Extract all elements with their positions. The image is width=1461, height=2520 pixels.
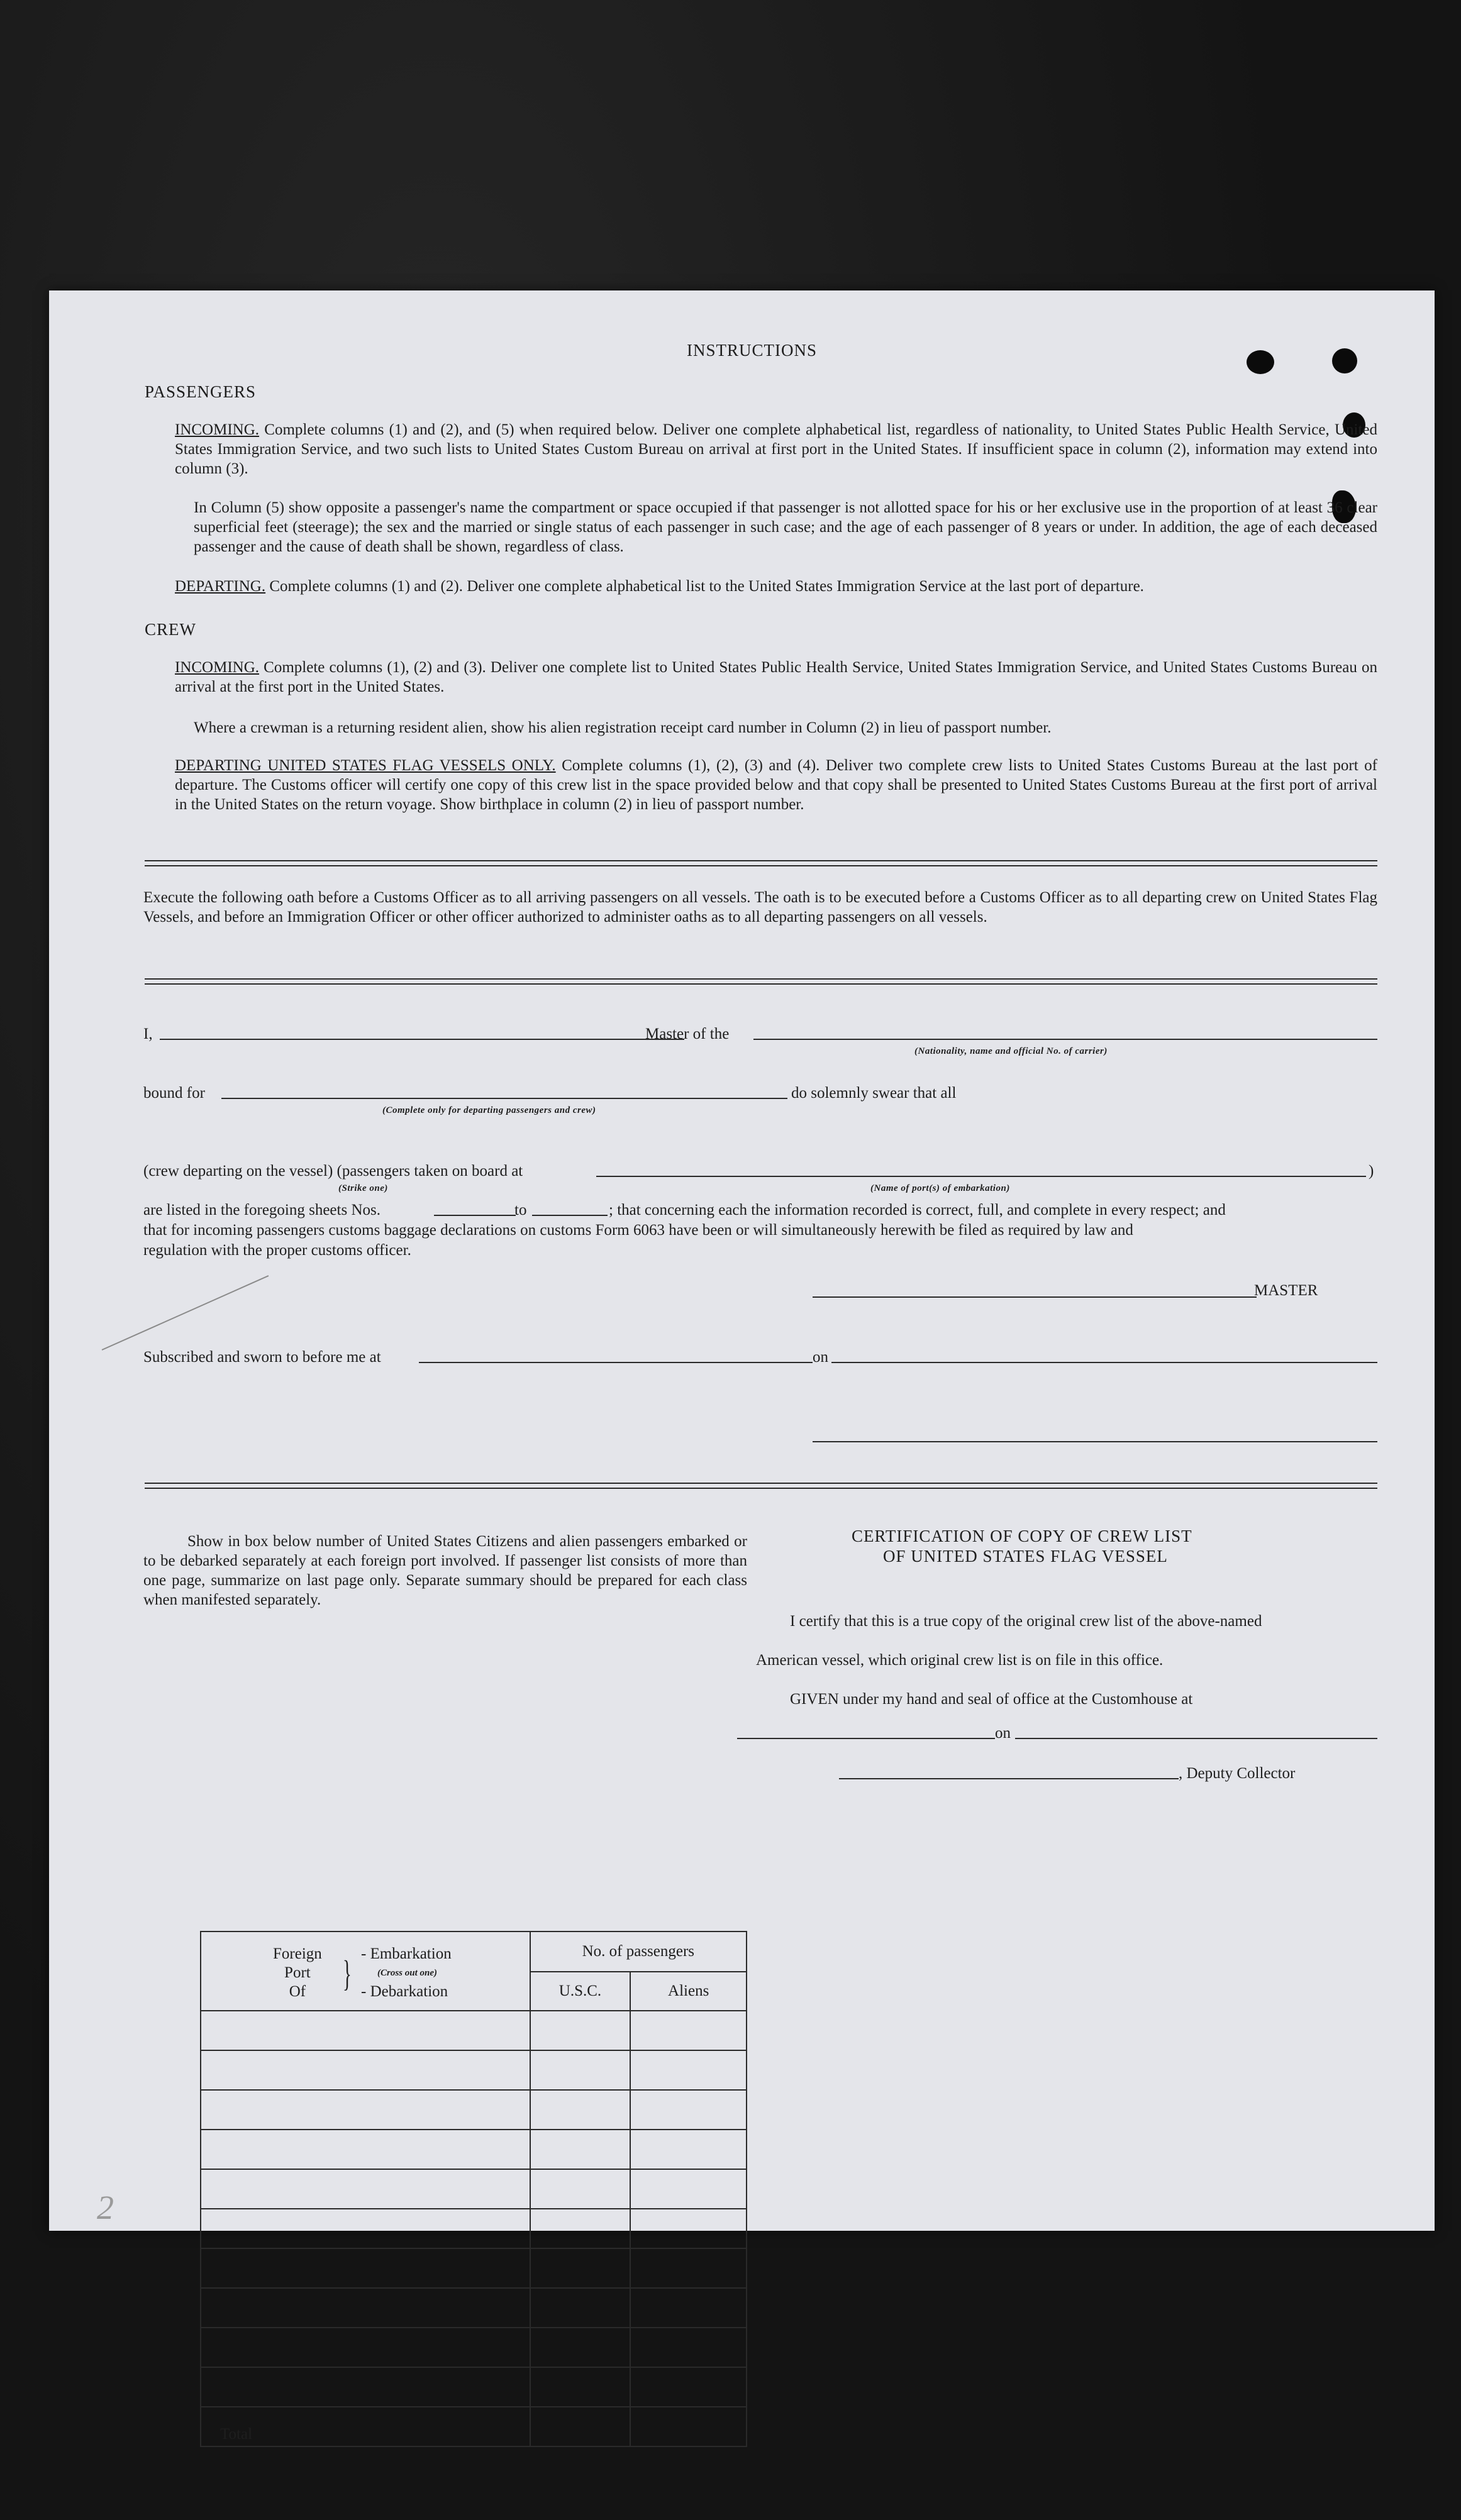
oath-line3: regulation with the proper customs officer. (143, 1242, 411, 1259)
of-label: Of (289, 1983, 306, 2000)
usc-total-cell[interactable] (530, 2407, 631, 2446)
port-cell[interactable] (201, 2169, 530, 2209)
cert-title-line1: CERTIFICATION OF COPY OF CREW LIST (852, 1527, 1192, 1545)
aliens-total-cell[interactable] (630, 2407, 747, 2446)
ink-blot (1332, 348, 1357, 373)
usc-cell[interactable] (530, 2090, 631, 2130)
port-cell[interactable] (201, 2288, 530, 2328)
table-row (201, 2248, 747, 2288)
ink-blot (1247, 350, 1274, 374)
aliens-cell[interactable] (630, 2209, 747, 2248)
port-cell[interactable] (201, 2050, 530, 2090)
usc-header: U.S.C. (530, 1972, 631, 2011)
usc-cell[interactable] (530, 2288, 631, 2328)
sheets-to-label: to (514, 1202, 527, 1219)
summary-intro-text: Show in box below number of United States Citizens and alien passengers embarked or to be debarked separately at each foreign port involved. If passenger list consists of more than one page, summarize on last page only. Separate summary should be prepared for each class when manifested separately. (143, 1533, 747, 1608)
passengers-incoming-text: Complete columns (1) and (2), and (5) when required below. Deliver one complete alphabetical list, regardless of nationality, to United States Public Health Service, United States Immigration Service, and two such lists to United States Custom Bureau on arrival at first port in the United States. If insufficient space in column (2), information may extend into column (3). (175, 421, 1378, 477)
form-page (49, 290, 1435, 2443)
master-signature-field[interactable] (813, 1296, 1257, 1298)
cert-title-line2: OF UNITED STATES FLAG VESSEL (883, 1547, 1168, 1566)
sheets-suffix: ; that concerning each the information recorded is correct, full, and complete in every respect; and (609, 1202, 1226, 1219)
usc-cell[interactable] (530, 2367, 631, 2407)
brace-icon: } (343, 1953, 352, 1994)
port-cell[interactable] (201, 2248, 530, 2288)
usc-cell[interactable] (530, 2169, 631, 2209)
master-of-label: Master of the (645, 1025, 730, 1042)
crew-heading: CREW (145, 620, 196, 639)
deputy-signature-field[interactable] (839, 1778, 1179, 1779)
sheet-from-field[interactable] (434, 1215, 516, 1216)
table-row (201, 2209, 747, 2248)
aliens-cell[interactable] (630, 2011, 747, 2050)
port-cell[interactable] (201, 2328, 530, 2367)
passengers-column5-paragraph (194, 498, 1377, 556)
aliens-cell[interactable] (630, 2090, 747, 2130)
usc-cell[interactable] (530, 2248, 631, 2288)
passengers-departing-paragraph (175, 577, 1377, 596)
divider (145, 983, 1377, 985)
master-label: MASTER (1254, 1282, 1318, 1299)
bound-for-label: bound for (143, 1085, 205, 1102)
crew-departing-paragraph (175, 756, 1377, 814)
debarkation-label: - Debarkation (361, 1983, 448, 2000)
crew-resident-paragraph (194, 718, 1377, 738)
cert-on-label: on (995, 1725, 1011, 1742)
pencil-stroke (102, 1275, 269, 1351)
table-row (201, 2288, 747, 2328)
aliens-cell[interactable] (630, 2328, 747, 2367)
sheets-prefix: are listed in the foregoing sheets Nos. (143, 1202, 381, 1219)
table-row (201, 2130, 747, 2169)
cert-given-line: GIVEN under my hand and seal of office at the Customhouse at (790, 1691, 1193, 1708)
deputy-collector-label: , Deputy Collector (1179, 1765, 1296, 1782)
table-row (201, 2169, 747, 2209)
carrier-note: (Nationality, name and official No. of carrier) (914, 1046, 1108, 1056)
oath-line2: that for incoming passengers customs baggage declarations on customs Form 6063 have been or will simultaneously herewith be filed as required by law and (143, 1222, 1133, 1239)
passengers-column5-text: In Column (5) show opposite a passenger's name the compartment or space occupied if that passenger is not allotted space for his or her exclusive use in the proportion of at least 36 clear superficial feet (steerage); the sex and the married or single status of each passenger in such case; and the age of each passenger of 8 years or under. In addition, the age of each deceased passenger and the cause of death shall be shown, regardless of class. (194, 499, 1377, 555)
passengers-incoming-paragraph (175, 420, 1377, 478)
strike-note: (Strike one) (338, 1183, 388, 1193)
bound-for-field[interactable] (221, 1098, 787, 1099)
summary-intro-paragraph (143, 1532, 747, 1610)
passengers-incoming-lead: INCOMING. (175, 421, 260, 438)
table-row (201, 2328, 747, 2367)
usc-cell[interactable] (530, 2130, 631, 2169)
embarkation-label: - Embarkation (361, 1945, 452, 1962)
crew-incoming-lead: INCOMING. (175, 659, 260, 676)
divider (145, 1483, 1377, 1484)
divider (145, 860, 1377, 861)
total-row (201, 2407, 747, 2446)
crew-incoming-paragraph (175, 658, 1377, 697)
customhouse-field[interactable] (737, 1738, 995, 1739)
oath-intro-paragraph (143, 888, 1377, 927)
page-title: INSTRUCTIONS (687, 341, 818, 360)
port-label: Port (284, 1964, 311, 1981)
cert-certify-line1: I certify that this is a true copy of the original crew list of the above-named (790, 1613, 1262, 1630)
divider (145, 1488, 1377, 1489)
embarkation-port-field[interactable] (596, 1176, 1366, 1177)
passengers-heading: PASSENGERS (145, 382, 257, 401)
table-row (201, 2050, 747, 2090)
passenger-summary-table (200, 1931, 747, 2447)
aliens-cell[interactable] (630, 2130, 747, 2169)
crew-resident-text: Where a crewman is a returning resident alien, show his alien registration receipt card number in Column (2) in lieu of passport number. (194, 719, 1052, 736)
port-cell[interactable] (201, 2090, 530, 2130)
on-label: on (813, 1349, 828, 1366)
table-row (201, 2011, 747, 2050)
divider (145, 978, 1377, 980)
crew-departing-text: Complete columns (1), (2), (3) and (4). Deliver two complete crew lists to United States Customs Bureau at the last port of departure. The Customs officer will certify one copy of this crew list in the space provided below and that copy shall be presented to United States Customs Bureau at the first port of arrival in the United States on the return voyage. Show birthplace in column (2) in lieu of passport number. (175, 757, 1377, 813)
crew-incoming-text: Complete columns (1), (2) and (3). Deliver one complete list to United States Public Health Service, United States Immigration Service, and United States Customs Bureau on arrival at the first port in the United States. (175, 659, 1377, 695)
aliens-header: Aliens (630, 1972, 747, 2011)
no-of-passengers-header: No. of passengers (530, 1931, 747, 1972)
page-number-mark: 2 (97, 2189, 114, 2226)
master-name-field[interactable] (160, 1039, 684, 1040)
foreign-label: Foreign (273, 1945, 322, 1962)
aliens-cell[interactable] (630, 2288, 747, 2328)
departing-note: (Complete only for departing passengers and crew) (382, 1105, 596, 1115)
port-header-cell (201, 1931, 530, 2011)
port-cell[interactable] (201, 2011, 530, 2050)
aliens-cell[interactable] (630, 2248, 747, 2288)
subscribed-label: Subscribed and sworn to before me at (143, 1349, 381, 1366)
aliens-cell[interactable] (630, 2169, 747, 2209)
carrier-field[interactable] (753, 1039, 1377, 1040)
embark-note: (Name of port(s) of embarkation) (870, 1183, 1010, 1193)
sworn-date-field[interactable] (831, 1362, 1377, 1363)
cert-certify-line2: American vessel, which original crew list is on file in this office. (756, 1652, 1164, 1669)
crew-passengers-text: (crew departing on the vessel) (passengers taken on board at (143, 1163, 523, 1180)
port-cell[interactable] (201, 2209, 530, 2248)
crew-departing-lead: DEPARTING UNITED STATES FLAG VESSELS ONLY. (175, 757, 556, 774)
usc-cell[interactable] (530, 2050, 631, 2090)
port-cell[interactable] (201, 2367, 530, 2407)
total-label: Total (201, 2407, 530, 2446)
officer-signature-field[interactable] (813, 1441, 1377, 1442)
oath-i-label: I, (143, 1025, 153, 1042)
aliens-cell[interactable] (630, 2050, 747, 2090)
table-row (201, 2367, 747, 2407)
aliens-cell[interactable] (630, 2367, 747, 2407)
passengers-departing-lead: DEPARTING. (175, 578, 266, 595)
divider (145, 865, 1377, 866)
port-cell[interactable] (201, 2130, 530, 2169)
oath-intro-text: Execute the following oath before a Customs Officer as to all arriving passengers on all vessels. The oath is to be executed before a Customs Officer as to all departing crew on United States Flag Vessels, and before an Immigration Officer or other officer authorized to administer oaths as to all departing passengers on all vessels. (143, 889, 1377, 926)
sworn-place-field[interactable] (419, 1362, 813, 1363)
usc-cell[interactable] (530, 2209, 631, 2248)
usc-cell[interactable] (530, 2328, 631, 2367)
swear-text: do solemnly swear that all (791, 1085, 957, 1102)
sheet-to-field[interactable] (532, 1215, 608, 1216)
usc-cell[interactable] (530, 2011, 631, 2050)
close-paren: ) (1369, 1163, 1374, 1180)
cert-date-field[interactable] (1015, 1738, 1377, 1739)
cross-out-note: (Cross out one) (377, 1968, 438, 1978)
table-row (201, 2090, 747, 2130)
passengers-departing-text: Complete columns (1) and (2). Deliver one complete alphabetical list to the United States Immigration Service at the last port of departure. (269, 578, 1144, 595)
